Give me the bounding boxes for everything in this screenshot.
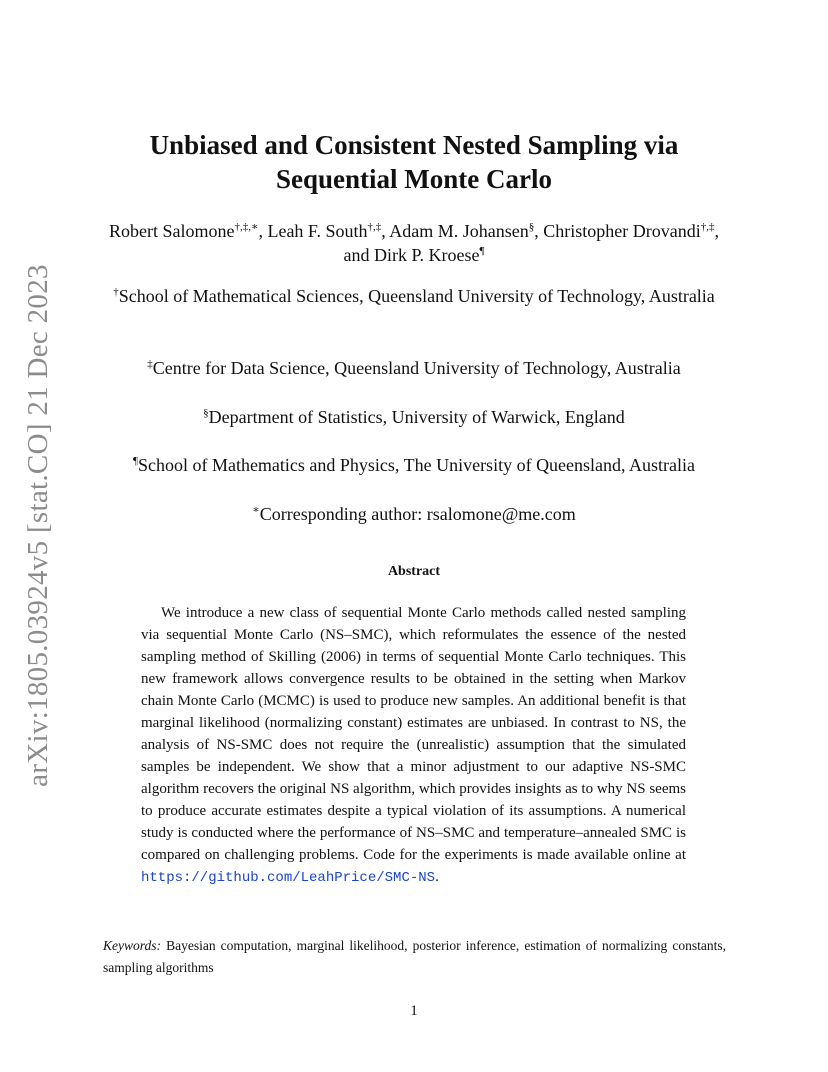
abstract-heading: Abstract	[387, 564, 441, 579]
affiliation-mark: ‡	[147, 358, 153, 370]
author-marks: †,‡	[367, 221, 382, 233]
affiliation-warwick	[90, 405, 738, 429]
corresponding-mark: ∗	[252, 504, 260, 516]
affiliation-mark: ¶	[132, 455, 138, 467]
author-list	[100, 219, 728, 267]
affiliation-uq	[90, 453, 738, 477]
arxiv-identifier-stamp	[20, 263, 56, 787]
page-number: 1	[410, 1003, 418, 1019]
keywords-label: Keywords:	[103, 938, 161, 953]
affiliation-text: Centre for Data Science, Queensland University of Technology, Australia	[152, 358, 681, 378]
arxiv-identifier-text: arXiv:1805.03924v5 [stat.CO] 21 Dec 2023	[21, 263, 54, 787]
author-name: Dirk P. Kroese	[374, 245, 480, 265]
affiliation-text: School of Mathematical Sciences, Queensland University of Technology, Australia	[118, 286, 715, 306]
abstract-text: We introduce a new class of sequential Monte Carlo methods called nested sampling via sequential Monte Carlo (NS–SMC), which reformulates the essence of the nested sampling method of Skilling (2006) in terms of sequential Monte Carlo techniques. This new framework allows convergence results to be obtained in the setting when Markov chain Monte Carlo (MCMC) is used to produce new samples. An additional benefit is that marginal likelihood (normalizing constant) estimates are unbiased. In contrast to NS, the analysis of NS-SMC does not require the (unrealistic) assumption that the simulated samples be independent. We show that a minor adjustment to our adaptive NS-SMC algorithm recovers the original NS algorithm, which provides insights as to why NS seems to produce accurate estimates despite a typical violation of its assumptions. A numerical study is conducted where the performance of NS–SMC and temperature–annealed SMC is compared on challenging problems. Code for the experiments is made available online at	[141, 605, 686, 863]
affiliation-text: Department of Statistics, University of Warwick, England	[208, 407, 625, 427]
code-repository-link[interactable]: https://github.com/LeahPrice/SMC-NS	[141, 870, 436, 886]
keywords-text: Bayesian computation, marginal likelihood, posterior inference, estimation of normalizing constants, sampling algorithms	[103, 938, 726, 975]
affiliation-mark: †	[113, 286, 119, 298]
title-line-1: Unbiased and Consistent Nested Sampling via	[149, 130, 679, 160]
corresponding-author	[90, 502, 738, 526]
affiliation-qut-data-science	[90, 356, 738, 380]
affiliation-qut-math	[90, 284, 738, 308]
paper-title	[100, 128, 728, 196]
corresponding-text: Corresponding author: rsalomone@me.com	[259, 504, 576, 524]
author-separator: ,	[534, 221, 544, 241]
affiliation-text: School of Mathematics and Physics, The University of Queensland, Australia	[137, 455, 696, 475]
author-separator: ,	[381, 221, 390, 241]
author-name: Christopher Drovandi	[543, 221, 701, 241]
author-name: Adam M. Johansen	[389, 221, 529, 241]
author-separator: , and	[343, 221, 719, 265]
abstract-body	[141, 602, 686, 889]
author-name: Robert Salomone	[108, 221, 235, 241]
author-marks: ¶	[479, 245, 485, 257]
author-marks: †,‡,∗	[234, 221, 259, 233]
affiliation-mark: §	[203, 407, 209, 419]
author-separator: ,	[258, 221, 268, 241]
abstract-end: .	[435, 869, 439, 885]
title-line-2: Sequential Monte Carlo	[276, 164, 552, 194]
keywords	[103, 935, 726, 979]
author-marks: †,‡	[700, 221, 715, 233]
author-marks: §	[528, 221, 535, 233]
author-name: Leah F. South	[267, 221, 368, 241]
